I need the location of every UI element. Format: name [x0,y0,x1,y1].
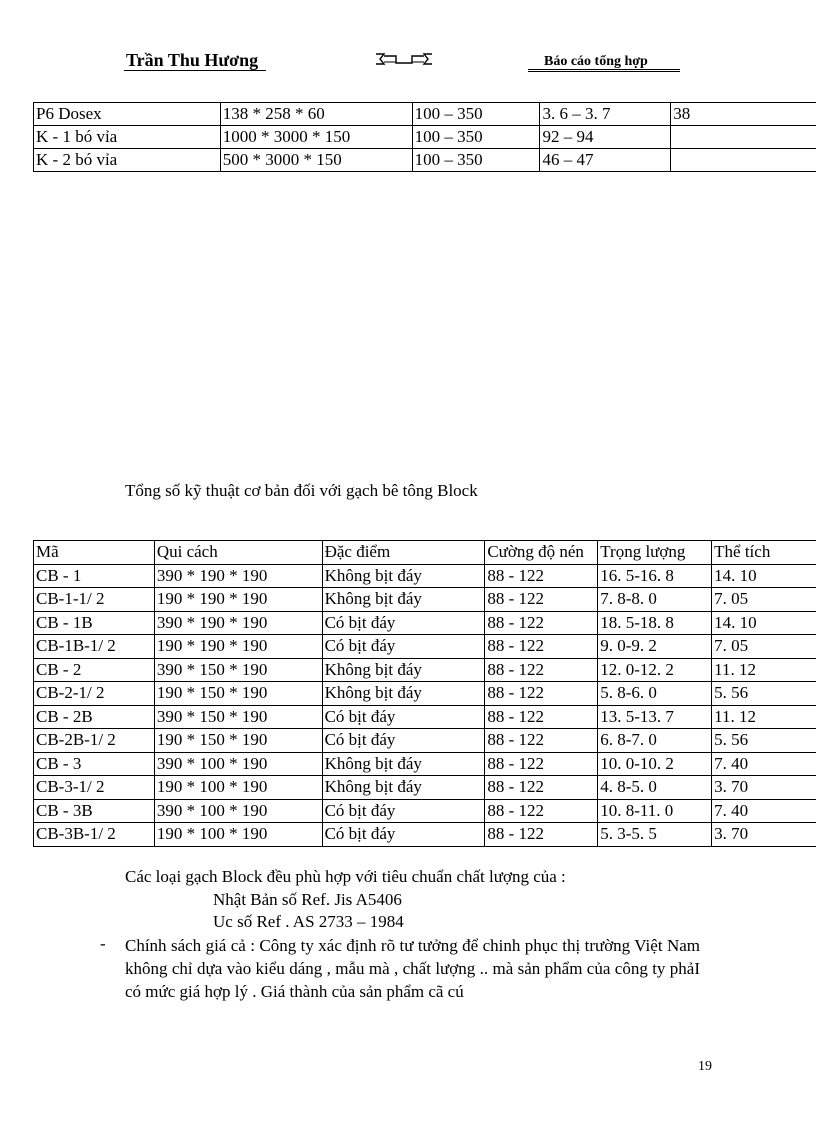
table-cell: 46 – 47 [540,149,671,172]
table-cell: Không bịt đáy [322,588,485,612]
table-cell: P6 Dosex [34,103,221,126]
table-cell: K - 2 bó vỉa [34,149,221,172]
table-cell: 18. 5-18. 8 [598,611,712,635]
column-header: Đặc điểm [322,541,485,565]
table-cell: 190 * 100 * 190 [154,823,322,847]
notes-line: Uc số Ref . AS 2733 – 1984 [213,912,404,931]
table-cell: Có bịt đáy [322,799,485,823]
table-cell: 100 – 350 [412,149,540,172]
table-cell: 190 * 150 * 190 [154,682,322,706]
column-header: Mã [34,541,155,565]
table-cell: 190 * 150 * 190 [154,729,322,753]
table-cell: CB-3B-1/ 2 [34,823,155,847]
column-header: Qui cách [154,541,322,565]
table-cell: 100 – 350 [412,103,540,126]
table-row [34,635,816,659]
table-cell: 7. 40 [712,799,816,823]
table-cell: CB-2-1/ 2 [34,682,155,706]
table-body [34,103,816,172]
table-cell: 11. 12 [712,658,816,682]
table-row [34,682,816,706]
table-cell: 5. 8-6. 0 [598,682,712,706]
table-cell: 138 * 258 * 60 [220,103,412,126]
table-row [34,752,816,776]
table-cell: 10. 0-10. 2 [598,752,712,776]
table-cell: 390 * 190 * 190 [154,611,322,635]
table-header-row [34,541,816,565]
table-cell: 190 * 190 * 190 [154,588,322,612]
table-cell: 88 - 122 [485,588,598,612]
author-underline [124,70,266,71]
table-cell: 7. 05 [712,588,816,612]
table-cell: 88 - 122 [485,752,598,776]
table-cell: 88 - 122 [485,611,598,635]
table-cell: 14. 10 [712,611,816,635]
table-cell: Không bịt đáy [322,752,485,776]
table-block-specs [33,540,816,847]
table-row [34,658,816,682]
table-cell: 92 – 94 [540,126,671,149]
table-cell: 88 - 122 [485,658,598,682]
table-cell: CB-1-1/ 2 [34,588,155,612]
notes-line: Các loại gạch Block đều phù hợp với tiêu chuẩn chất lượng của : [125,867,566,886]
table-row [34,588,816,612]
table-cell: Không bịt đáy [322,564,485,588]
bullet-dash: - [100,934,106,953]
table-cell: CB-1B-1/ 2 [34,635,155,659]
table-cell: 390 * 190 * 190 [154,564,322,588]
column-header: Cường độ nén [485,541,598,565]
table-cell: 38 [671,103,816,126]
table-cell: 88 - 122 [485,729,598,753]
table-row [34,823,816,847]
table-cell: Có bịt đáy [322,705,485,729]
page-header [124,48,680,74]
table-cell: 88 - 122 [485,776,598,800]
table-header [34,541,816,565]
table-cell: CB - 1B [34,611,155,635]
table-cell: CB-3-1/ 2 [34,776,155,800]
header-rule [528,69,680,72]
notes-line: Nhật Bản số Ref. Jis A5406 [213,889,402,909]
table-cell: CB-2B-1/ 2 [34,729,155,753]
table-row [34,126,816,149]
table-cell: 9. 0-9. 2 [598,635,712,659]
table-cell: 390 * 150 * 190 [154,658,322,682]
report-title: Báo cáo tổng hợp [544,54,648,69]
author-name: Trần Thu Hương [126,50,259,70]
table-row [34,729,816,753]
table-cell: 1000 * 3000 * 150 [220,126,412,149]
page-number: 19 [698,1059,712,1074]
table-cell: Không bịt đáy [322,682,485,706]
table-cell: Có bịt đáy [322,823,485,847]
table-row [34,776,816,800]
table-cell: 88 - 122 [485,799,598,823]
scroll-ornament-icon [374,52,434,66]
table-body [34,564,816,846]
table-row [34,611,816,635]
section-title: Tổng số kỹ thuật cơ bản đối với gạch bê tông Block [125,481,478,500]
table-cell: 3. 70 [712,823,816,847]
table-cell: 390 * 100 * 190 [154,799,322,823]
table-cell: K - 1 bó vỉa [34,126,221,149]
table-cell: CB - 1 [34,564,155,588]
table-cell: 5. 56 [712,682,816,706]
table-cell: 3. 6 – 3. 7 [540,103,671,126]
table-cell: CB - 2 [34,658,155,682]
table-cell: 390 * 100 * 190 [154,752,322,776]
table-cell: 7. 05 [712,635,816,659]
table-row [34,799,816,823]
table-cell: 390 * 150 * 190 [154,705,322,729]
table-cell: CB - 3 [34,752,155,776]
table-cell: Không bịt đáy [322,776,485,800]
table-cell: 16. 5-16. 8 [598,564,712,588]
table-specs-top [33,102,816,172]
pricing-paragraph: Chính sách giá cả : Công ty xác định rõ tư tưởng để chinh phục thị trường Việt Nam không chỉ dựa vào kiểu dáng , mẫu mà , chất lượng .. mà sản phẩm của công ty phảI có mức giá hợp lý . Giá thành của sản phẩm cã cú [125,936,700,1001]
standards-notes [125,866,700,934]
table-row [34,103,816,126]
table-cell [671,149,816,172]
table-cell: Không bịt đáy [322,658,485,682]
table-cell: Có bịt đáy [322,729,485,753]
table-cell: 88 - 122 [485,635,598,659]
table-cell: CB - 3B [34,799,155,823]
table-cell: Có bịt đáy [322,635,485,659]
table-cell: 88 - 122 [485,705,598,729]
table-row [34,149,816,172]
table-cell: 13. 5-13. 7 [598,705,712,729]
table-cell: 190 * 190 * 190 [154,635,322,659]
table-cell: 7. 40 [712,752,816,776]
table-row [34,564,816,588]
table-cell: 3. 70 [712,776,816,800]
table-cell: 190 * 100 * 190 [154,776,322,800]
table-row [34,705,816,729]
table-cell: 5. 3-5. 5 [598,823,712,847]
table-cell: Có bịt đáy [322,611,485,635]
table-cell: 88 - 122 [485,564,598,588]
table-cell: 7. 8-8. 0 [598,588,712,612]
table-cell: 11. 12 [712,705,816,729]
table-cell: 500 * 3000 * 150 [220,149,412,172]
table-cell: 5. 56 [712,729,816,753]
column-header: Thể tích [712,541,816,565]
table-cell: CB - 2B [34,705,155,729]
table-cell [671,126,816,149]
table-cell: 88 - 122 [485,823,598,847]
table-cell: 14. 10 [712,564,816,588]
table-cell: 100 – 350 [412,126,540,149]
column-header: Trọng lượng [598,541,712,565]
table-cell: 4. 8-5. 0 [598,776,712,800]
table-cell: 10. 8-11. 0 [598,799,712,823]
table-cell: 88 - 122 [485,682,598,706]
table-cell: 12. 0-12. 2 [598,658,712,682]
table-cell: 6. 8-7. 0 [598,729,712,753]
